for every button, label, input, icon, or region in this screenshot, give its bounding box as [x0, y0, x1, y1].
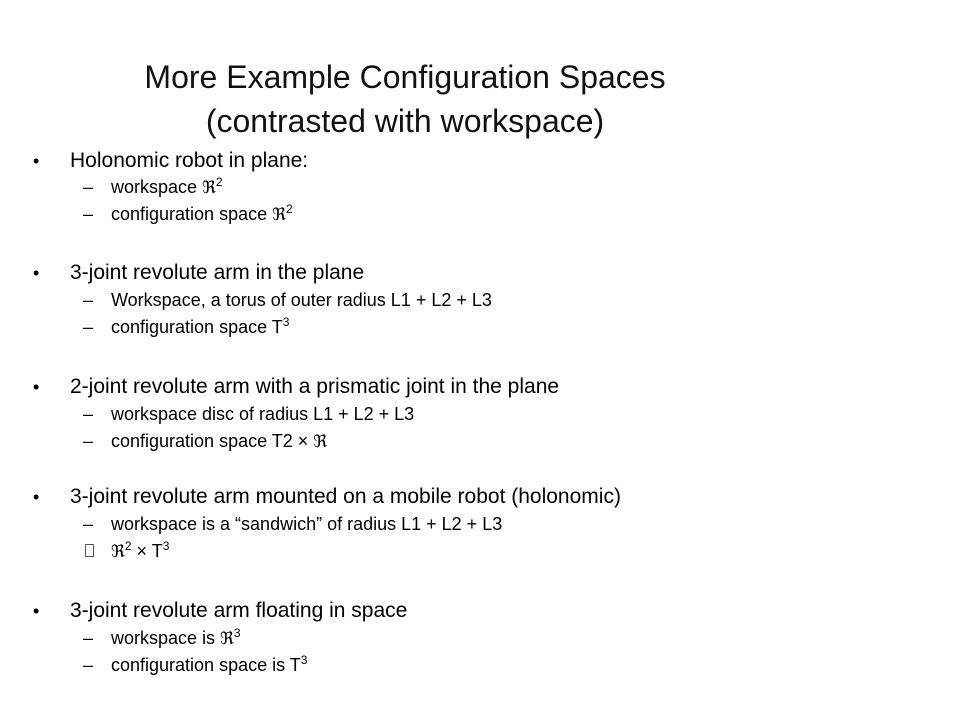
- bullet-text: 3-joint revolute arm in the plane: [70, 261, 365, 284]
- superscript: 2: [285, 202, 293, 216]
- reals-symbol: ℜ: [111, 542, 125, 562]
- dash: –: [83, 655, 94, 675]
- slide-title-line-1: More Example Configuration Spaces: [144, 59, 666, 95]
- dash: –: [83, 404, 94, 424]
- sub-item-text: configuration space T: [111, 317, 283, 337]
- bullet-text: Holonomic robot in plane:: [70, 149, 309, 172]
- bullet-text: 3-joint revolute arm floating in space: [70, 599, 408, 622]
- sub-item-text: configuration space is T: [111, 655, 301, 675]
- dash: –: [83, 514, 94, 534]
- sub-item-text: × T: [131, 541, 163, 561]
- reals-symbol: ℜ: [313, 432, 328, 452]
- reals-symbol: ℜ: [202, 178, 216, 198]
- superscript: 3: [300, 653, 308, 667]
- dash: –: [83, 177, 94, 197]
- reals-symbol: ℜ: [220, 629, 234, 649]
- sub-item-text: workspace disc of radius L1 + L2 + L3: [111, 404, 415, 424]
- sub-item-text: configuration space: [111, 204, 273, 224]
- dash: –: [83, 628, 94, 648]
- dash: –: [83, 431, 94, 451]
- bullet-dot: •: [33, 487, 40, 507]
- superscript: 3: [162, 539, 170, 553]
- superscript: 3: [282, 315, 290, 329]
- superscript: 2: [215, 175, 223, 189]
- superscript: 2: [124, 539, 132, 553]
- superscript: 3: [233, 626, 241, 640]
- dash: –: [83, 317, 94, 337]
- bullet-dot: •: [33, 151, 40, 171]
- sub-item-text: Workspace, a torus of outer radius L1 + L2 + L3: [111, 290, 492, 310]
- slide-title-line-2: (contrasted with workspace): [205, 103, 605, 139]
- bullet-text: 3-joint revolute arm mounted on a mobile robot (holonomic): [70, 485, 621, 508]
- bullet-text: 2-joint revolute arm with a prismatic joint in the plane: [70, 375, 560, 398]
- bullet-dot: •: [33, 377, 40, 397]
- dash: –: [83, 204, 94, 224]
- sub-item-text: workspace: [111, 177, 203, 197]
- bullet-dot: •: [33, 263, 40, 283]
- bullet-dot: •: [33, 601, 40, 621]
- dash: –: [83, 290, 94, 310]
- sub-item-text: workspace is: [111, 628, 221, 648]
- missing-glyph-box-icon: [85, 544, 94, 557]
- sub-item-text: workspace is a “sandwich” of radius L1 + L2 + L3: [111, 514, 503, 534]
- sub-item-text: configuration space T2 ×: [111, 431, 314, 451]
- reals-symbol: ℜ: [272, 205, 286, 225]
